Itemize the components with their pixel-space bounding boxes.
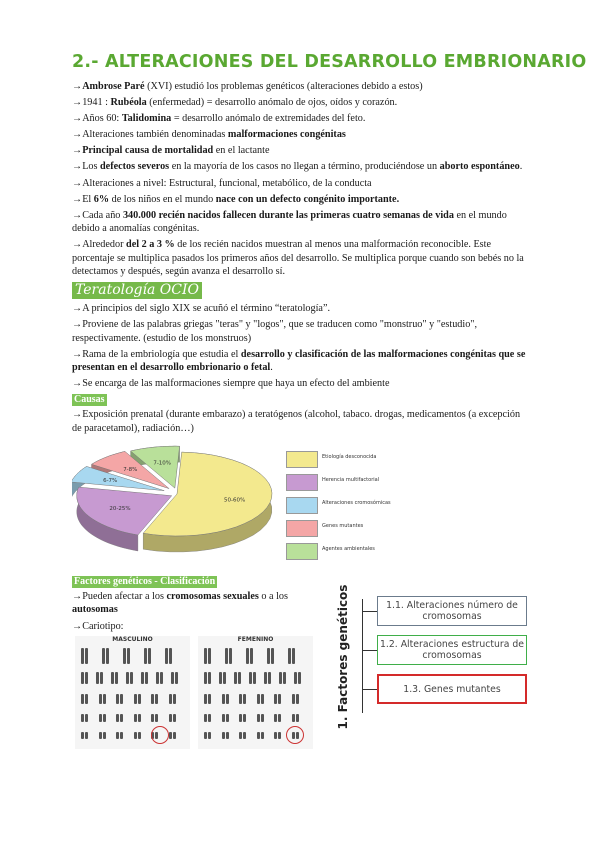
chromosome: [81, 732, 84, 739]
chromosome: [99, 694, 102, 704]
chromosome: [151, 694, 154, 704]
factores-text: [72, 590, 312, 636]
chromosome: [155, 694, 158, 704]
section-heading-factores: Factores genéticos - Clasificación: [74, 576, 216, 587]
arrow-icon: →: [72, 378, 83, 390]
karyotype-male: [75, 636, 190, 749]
chromosome: [208, 732, 211, 739]
intro-item: [72, 238, 528, 278]
legend-item: [286, 541, 406, 564]
chromosome: [294, 672, 297, 684]
chromosome: [298, 672, 301, 684]
chromosome: [264, 672, 267, 684]
chromosome: [226, 732, 229, 739]
arrow-icon: →: [72, 348, 83, 360]
chromosome: [257, 714, 260, 722]
teratologia-list: [72, 302, 528, 391]
chromosome: [81, 672, 84, 684]
chromosome: [296, 714, 299, 722]
arrow-icon: →: [72, 97, 83, 109]
chromosome: [208, 694, 211, 704]
chromosome: [138, 714, 141, 722]
text-run: de los recién nacidos muestran al menos una malformación reconocible. Este porcentaje se multiplica pasados los primeros años del desarrollo. Se multiplica porque cuando son bebés no la detectamos y después, según avanza el desarrollo sí.: [72, 239, 524, 278]
chromosome: [278, 694, 281, 704]
legend-item: [286, 472, 406, 495]
text-run: o a los: [258, 591, 288, 602]
legend-item: [286, 495, 406, 518]
arrow-icon: →: [72, 591, 83, 602]
pie-slice-label: 6-7%: [103, 478, 118, 485]
arrow-icon: →: [72, 620, 83, 632]
chromosome: [222, 714, 225, 722]
chromosome: [111, 672, 114, 684]
legend-label: Etiología desconocida: [322, 454, 377, 460]
chromosome: [222, 732, 225, 739]
bold-text: Talidomina: [121, 113, 172, 125]
legend-item: [286, 449, 406, 472]
chromosome: [238, 672, 241, 684]
chromosome: [274, 714, 277, 722]
chromosome: [85, 648, 88, 664]
chromosome: [234, 672, 237, 684]
diagram-box-estructura: 1.2. Alteraciones estructura de cromosomas: [377, 635, 527, 665]
chromosome: [81, 694, 84, 704]
bold-text: cromosomas sexuales: [166, 591, 259, 602]
chromosome: [204, 694, 207, 704]
factores-list: [72, 590, 312, 633]
main-body: [72, 80, 528, 438]
chromosome: [261, 694, 264, 704]
chromosome: [239, 732, 242, 739]
chromosome: [204, 648, 207, 664]
chromosome: [204, 714, 207, 722]
text-run: en el lactante: [213, 145, 270, 157]
intro-item: [72, 96, 528, 109]
bold-text: Principal causa de mortalidad: [82, 145, 214, 157]
chromosome: [243, 714, 246, 722]
chromosome: [130, 672, 133, 684]
teratologia-item: [72, 318, 528, 345]
chromosome: [274, 694, 277, 704]
arrow-icon: →: [72, 161, 83, 173]
arrow-icon: →: [72, 303, 83, 315]
bold-text: 6%: [93, 193, 110, 205]
diagram-connector-vertical: [362, 599, 363, 713]
intro-item: [72, 193, 528, 206]
intro-item: [72, 128, 528, 141]
chromosome: [138, 732, 141, 739]
factores-item: [72, 620, 312, 633]
pie-slice-label: 20-25%: [109, 506, 131, 513]
text-run: en la mayoría de los casos no llegan a término, produciéndose un: [169, 161, 440, 173]
chromosome: [243, 732, 246, 739]
chromosome: [99, 732, 102, 739]
intro-list: [72, 80, 528, 278]
text-run: Alteraciones también denominadas: [82, 129, 228, 141]
text-run: Rama de la embriología que estudia el: [82, 348, 241, 360]
section-heading-causas: Causas: [74, 394, 105, 406]
chromosome: [267, 648, 270, 664]
chromosome: [138, 694, 141, 704]
chromosome: [116, 694, 119, 704]
arrow-icon: →: [72, 319, 83, 331]
intro-item: [72, 144, 528, 157]
chromosome: [155, 714, 158, 722]
karyotype-male-label: MASCULINO: [112, 636, 153, 643]
teratologia-item: [72, 302, 528, 315]
chromosome: [103, 732, 106, 739]
chromosome: [169, 714, 172, 722]
chromosome: [144, 648, 147, 664]
legend-swatch: [286, 543, 318, 560]
arrow-icon: →: [72, 193, 83, 205]
chromosome: [116, 714, 119, 722]
text-run: (XVI) estudió los problemas genéticos (alteraciones debido a estos): [144, 81, 423, 92]
teratologia-item: [72, 348, 528, 375]
diagram-vertical-label: [330, 584, 356, 730]
chromosome: [292, 714, 295, 722]
chromosome: [173, 694, 176, 704]
legend-label: Herencia multifactorial: [322, 477, 380, 483]
chromosome: [296, 694, 299, 704]
legend-item: [286, 518, 406, 541]
chromosome: [257, 694, 260, 704]
chromosome: [173, 732, 176, 739]
bold-text: del 2 a 3 %: [126, 239, 175, 251]
text-run: Cariotipo:: [82, 620, 124, 632]
chromosome: [134, 694, 137, 704]
diagram-connector-2: [362, 650, 377, 651]
chromosome: [85, 732, 88, 739]
diagram-vertical-text: 1. Factores genéticos: [336, 584, 350, 730]
legend-swatch: [286, 497, 318, 514]
chromosome: [208, 672, 211, 684]
chromosome: [106, 648, 109, 664]
arrow-icon: →: [72, 113, 83, 125]
chromosome: [239, 694, 242, 704]
chromosome: [81, 648, 84, 664]
chromosome: [175, 672, 178, 684]
chromosome: [145, 672, 148, 684]
chromosome: [261, 732, 264, 739]
chromosome: [223, 672, 226, 684]
chart-legend: [286, 449, 406, 564]
text-run: 1941 :: [82, 97, 111, 109]
text-run: (enfermedad) = desarrollo anómalo de ojos, oídos y corazón.: [146, 97, 398, 109]
chromosome: [81, 714, 84, 722]
diagram-connector-1: [362, 611, 377, 612]
chromosome: [173, 714, 176, 722]
chromosome: [278, 714, 281, 722]
karyotype-female-label: FEMENINO: [237, 636, 274, 643]
chromosome: [261, 714, 264, 722]
text-run: Alteraciones a nivel: Estructural, funcional, metabólico, de la conducta: [82, 177, 372, 189]
page-title: 2.- ALTERACIONES DEL DESARROLLO EMBRIONARIO: [72, 52, 587, 72]
intro-item: [72, 160, 528, 173]
chromosome: [169, 694, 172, 704]
chromosome: [226, 694, 229, 704]
chromosome: [229, 648, 232, 664]
chromosome: [250, 648, 253, 664]
chromosome: [246, 648, 249, 664]
chromosome: [100, 672, 103, 684]
chromosome: [257, 732, 260, 739]
chromosome: [239, 714, 242, 722]
text-run: Los: [82, 161, 101, 173]
chromosome: [96, 672, 99, 684]
chromosome: [85, 672, 88, 684]
bold-text: 340.000 recién nacidos fallecen durante las primeras cuatro semanas de vida: [122, 209, 454, 221]
intro-item: [72, 80, 528, 93]
arrow-icon: →: [72, 177, 83, 189]
chromosome: [85, 694, 88, 704]
chromosome: [160, 672, 163, 684]
chromosome: [151, 714, 154, 722]
diagram-connector-3: [362, 689, 377, 690]
text-run: A principios del siglo XIX se acuñó el término “teratología”.: [82, 303, 331, 315]
teratologia-item: [72, 377, 528, 390]
chromosome: [123, 648, 126, 664]
chromosome: [268, 672, 271, 684]
chromosome: [85, 714, 88, 722]
pie-slice-label: 7-8%: [123, 467, 138, 473]
chromosome: [274, 732, 277, 739]
pie-slice-label: 7-10%: [153, 460, 172, 467]
text-run: Pueden afectar a los: [82, 591, 167, 602]
text-run: Alrededor: [82, 239, 127, 251]
chromosome: [165, 648, 168, 664]
chromosome: [156, 672, 159, 684]
chromosome: [283, 672, 286, 684]
chromosome: [288, 648, 291, 664]
arrow-icon: →: [72, 145, 83, 157]
chromosome: [120, 714, 123, 722]
chromosome: [169, 648, 172, 664]
legend-label: Genes mutantes: [322, 523, 364, 529]
text-run: Años 60:: [82, 113, 122, 125]
karyotype-female: [198, 636, 313, 749]
chromosome: [102, 648, 105, 664]
text-run: Exposición prenatal (durante embarazo) a teratógenos (alcohol, tabaco. drogas, medicamentos (a excepción de paracetamol), radiación…): [72, 409, 521, 434]
legend-label: Alteraciones cromosómicas: [322, 500, 391, 506]
arrow-icon: →: [72, 409, 83, 421]
chromosome: [204, 732, 207, 739]
factores-item: [72, 590, 312, 617]
chromosome: [208, 648, 211, 664]
chromosome: [116, 732, 119, 739]
section-heading-teratologia: Teratología OCIO: [72, 282, 202, 299]
chromosome: [171, 672, 174, 684]
bold-text: malformaciones congénitas: [227, 129, 346, 141]
pie-slice-label: 50-60%: [223, 497, 246, 504]
chromosome: [99, 714, 102, 722]
intro-item: [72, 177, 528, 190]
genetic-factors-diagram: [322, 584, 532, 730]
text-run: Cada año: [82, 209, 123, 221]
arrow-icon: →: [72, 129, 83, 141]
chromosome: [278, 732, 281, 739]
chromosome: [120, 694, 123, 704]
legend-swatch: [286, 474, 318, 491]
intro-item: [72, 209, 528, 236]
arrow-icon: →: [72, 209, 83, 221]
chromosome: [249, 672, 252, 684]
bold-text: aborto espontáneo: [439, 161, 520, 173]
chromosome: [292, 694, 295, 704]
chromosome: [115, 672, 118, 684]
legend-label: Agentes ambientales: [322, 546, 375, 552]
chromosome: [222, 694, 225, 704]
chromosome: [271, 648, 274, 664]
causas-item: [72, 408, 528, 435]
chromosome: [292, 648, 295, 664]
text-run: Se encarga de las malformaciones siempre que haya un efecto del ambiente: [82, 378, 390, 390]
chromosome: [120, 732, 123, 739]
arrow-icon: →: [72, 81, 83, 92]
bold-text: desarrollo y clasificación de las malformaciones congénitas que se presentan en el desarrollo embrionario o fetal: [72, 348, 526, 374]
legend-swatch: [286, 451, 318, 468]
bold-text: Ambrose Paré: [82, 81, 145, 92]
bold-text: Rubéola: [110, 97, 147, 109]
text-run: = desarrollo anómalo de extremidades del feto.: [171, 113, 366, 125]
chromosome: [148, 648, 151, 664]
chromosome: [126, 672, 129, 684]
chromosome: [103, 694, 106, 704]
arrow-icon: →: [72, 239, 83, 251]
bold-text: defectos severos: [100, 161, 170, 173]
text-run: .: [519, 161, 523, 173]
causas-list: [72, 408, 528, 435]
intro-item: [72, 112, 528, 125]
diagram-box-genes: 1.3. Genes mutantes: [377, 674, 527, 704]
chromosome: [219, 672, 222, 684]
diagram-box-numero: 1.1. Alteraciones número de cromosomas: [377, 596, 527, 626]
chromosome: [103, 714, 106, 722]
chromosome: [127, 648, 130, 664]
text-run: .: [270, 362, 273, 374]
chromosome: [243, 694, 246, 704]
chromosome: [134, 732, 137, 739]
chromosome: [134, 714, 137, 722]
chromosome: [253, 672, 256, 684]
bold-text: nace con un defecto congénito importante.: [215, 193, 400, 205]
legend-swatch: [286, 520, 318, 537]
sex-chromosome-highlight: [151, 726, 169, 744]
text-run: de los niños en el mundo: [109, 193, 216, 205]
text-run: en el mundo debido a anomalías congénitas.: [72, 209, 507, 235]
chromosome: [225, 648, 228, 664]
text-run: Proviene de las palabras griegas "teras" y "logos", que se traducen como "monstruo" y "estudio", respectivamente. (estudio de los monstruos): [72, 319, 478, 344]
chromosome: [208, 714, 211, 722]
text-run: El: [82, 193, 94, 205]
bold-text: autosomas: [72, 604, 118, 616]
chromosome: [279, 672, 282, 684]
chromosome: [204, 672, 207, 684]
chromosome: [141, 672, 144, 684]
chromosome: [226, 714, 229, 722]
sex-chromosome-highlight: [286, 726, 304, 744]
